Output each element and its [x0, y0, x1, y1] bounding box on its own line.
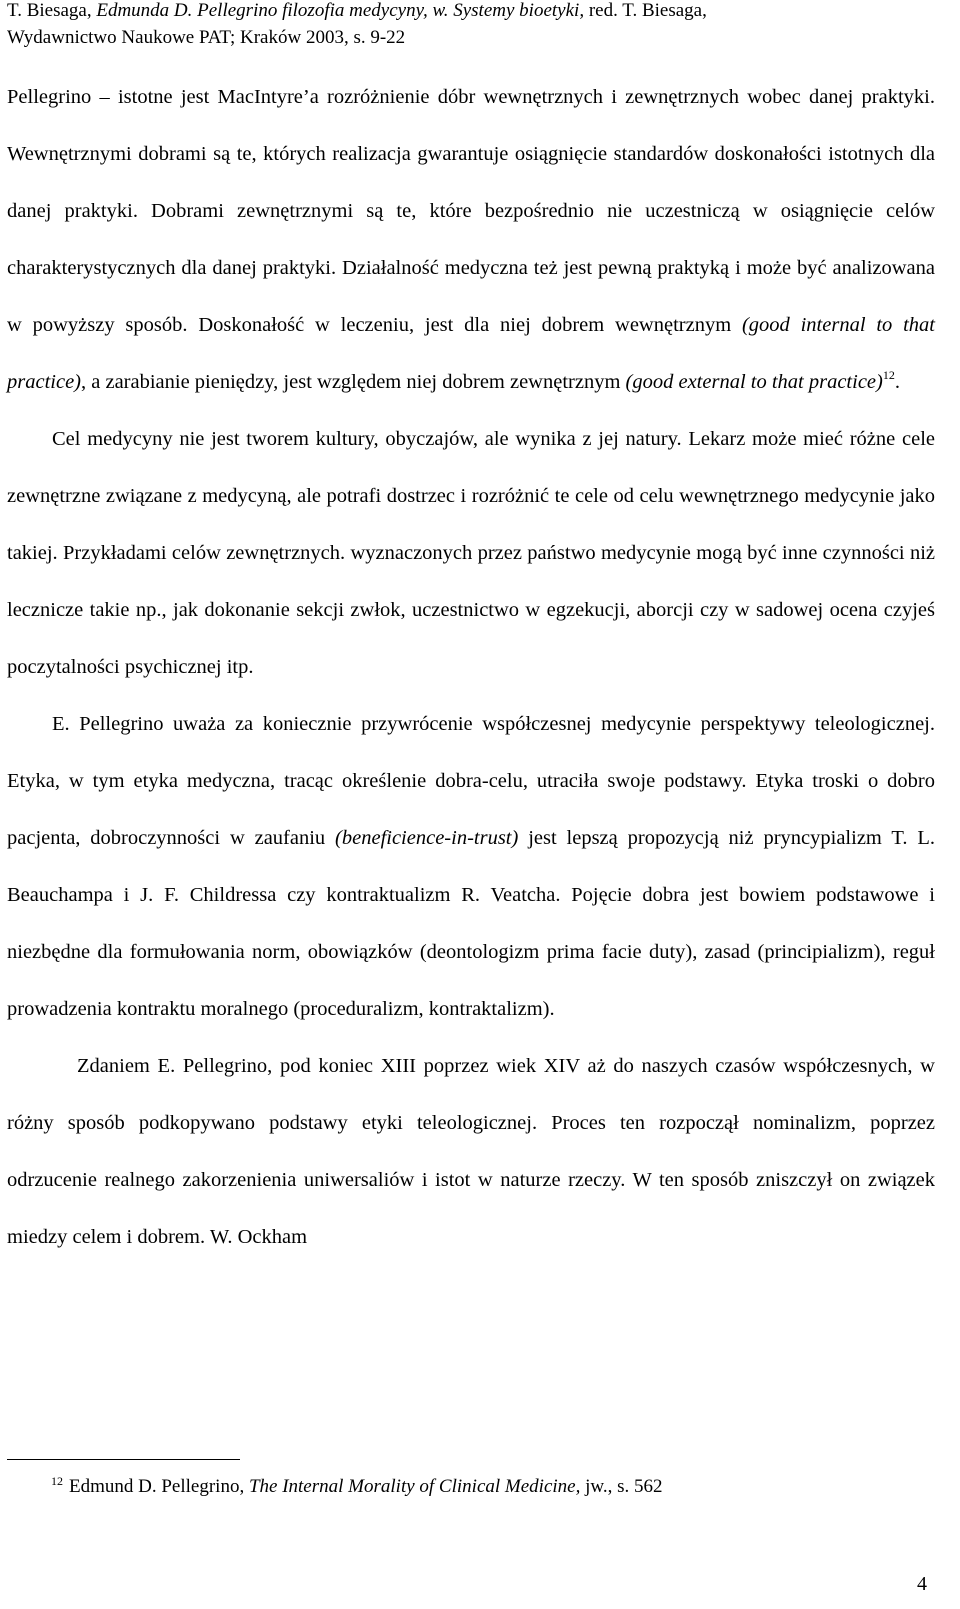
reference-line-2: Wydawnictwo Naukowe PAT; Kraków 2003, s. 9-22: [7, 27, 406, 48]
page-number: 4: [917, 1573, 927, 1595]
paragraph-2: Cel medycyny nie jest tworem kultury, obyczajów, ale wynika z jej natury. Lekarz może mieć różne cele zewnętrzne związane z medycyną, ale potrafi dostrzec i rozróżnić te cele od celu wewnętrznego medycynie jako takiej. Przykładami celów zewnętrznych. wyznaczonych przez państwo medycynie mogą być inne czynności niż lecznicze takie np., jak dokonanie sekcji zwłok, uczestnictwo w egzekucji, aborcji czy w sadowej ocena czyjeś poczytalności psychicznej itp.: [7, 428, 935, 678]
paragraph-4: Zdaniem E. Pellegrino, pod koniec XIII poprzez wiek XIV aż do naszych czasów współczesnych, w różny sposób podkopywano podstawy etyki teleologicznej. Proces ten rozpoczął nominalizm, poprzez odrzucenie realnego zakorzenienia uniwersaliów i istot w naturze rzeczy. W ten sposób zniszczył on związek miedzy celem i dobrem. W. Ockham: [7, 1055, 935, 1248]
footnote-number: 12: [51, 1474, 63, 1488]
body-text: [7, 69, 935, 1266]
paragraph-1: Pellegrino – istotne jest MacIntyre’a rozróżnienie dóbr wewnętrznych i zewnętrznych wobec danej praktyki. Wewnętrznymi dobrami są te, których realizacja gwarantuje osiągnięcie standardów doskonałości istotnych dla danej praktyki. Dobrami zewnętrznymi są te, które bezpośrednio nie uczestniczą w osiągnięcie celów charakterystycznych dla danej praktyki. Działalność medyczna też jest pewną praktyką i może być analizowana w powyższy sposób. Doskonałość w leczeniu, jest dla niej dobrem wewnętrznym (good internal to that practice), a zarabianie pieniędzy, jest względem niej dobrem zewnętrznym (good external to that practice)$^{12}$.: [7, 86, 935, 393]
reference-line-1: T. Biesaga, Edmunda D. Pellegrino filozofia medycyny, w. Systemy bioetyki, red. T. Biesaga,: [7, 0, 707, 21]
paragraph-3: E. Pellegrino uważa za koniecznie przywrócenie współczesnej medycynie perspektywy teleologicznej. Etyka, w tym etyka medyczna, tracąc określenie dobra-celu, utraciła swoje podstawy. Etyka troski o dobro pacjenta, dobroczynności w zaufaniu (beneficience-in-trust) jest lepszą propozycją niż pryncypializm T. L. Beauchampa i J. F. Childressa czy kontraktualizm R. Veatcha. Pojęcie dobra jest bowiem podstawowe i niezbędne dla formułowania norm, obowiązków (deontologizm prima facie duty), zasad (principializm), reguł prowadzenia kontraktu moralnego (proceduralizm, kontraktalizm).: [7, 713, 935, 1020]
footnote-reference[interactable]: 12: [882, 368, 895, 382]
footnote: $^{12}$ Edmund D. Pellegrino, The Internal Morality of Clinical Medicine, jw., s. 562: [51, 1474, 663, 1497]
footnote-separator: [7, 1459, 240, 1460]
